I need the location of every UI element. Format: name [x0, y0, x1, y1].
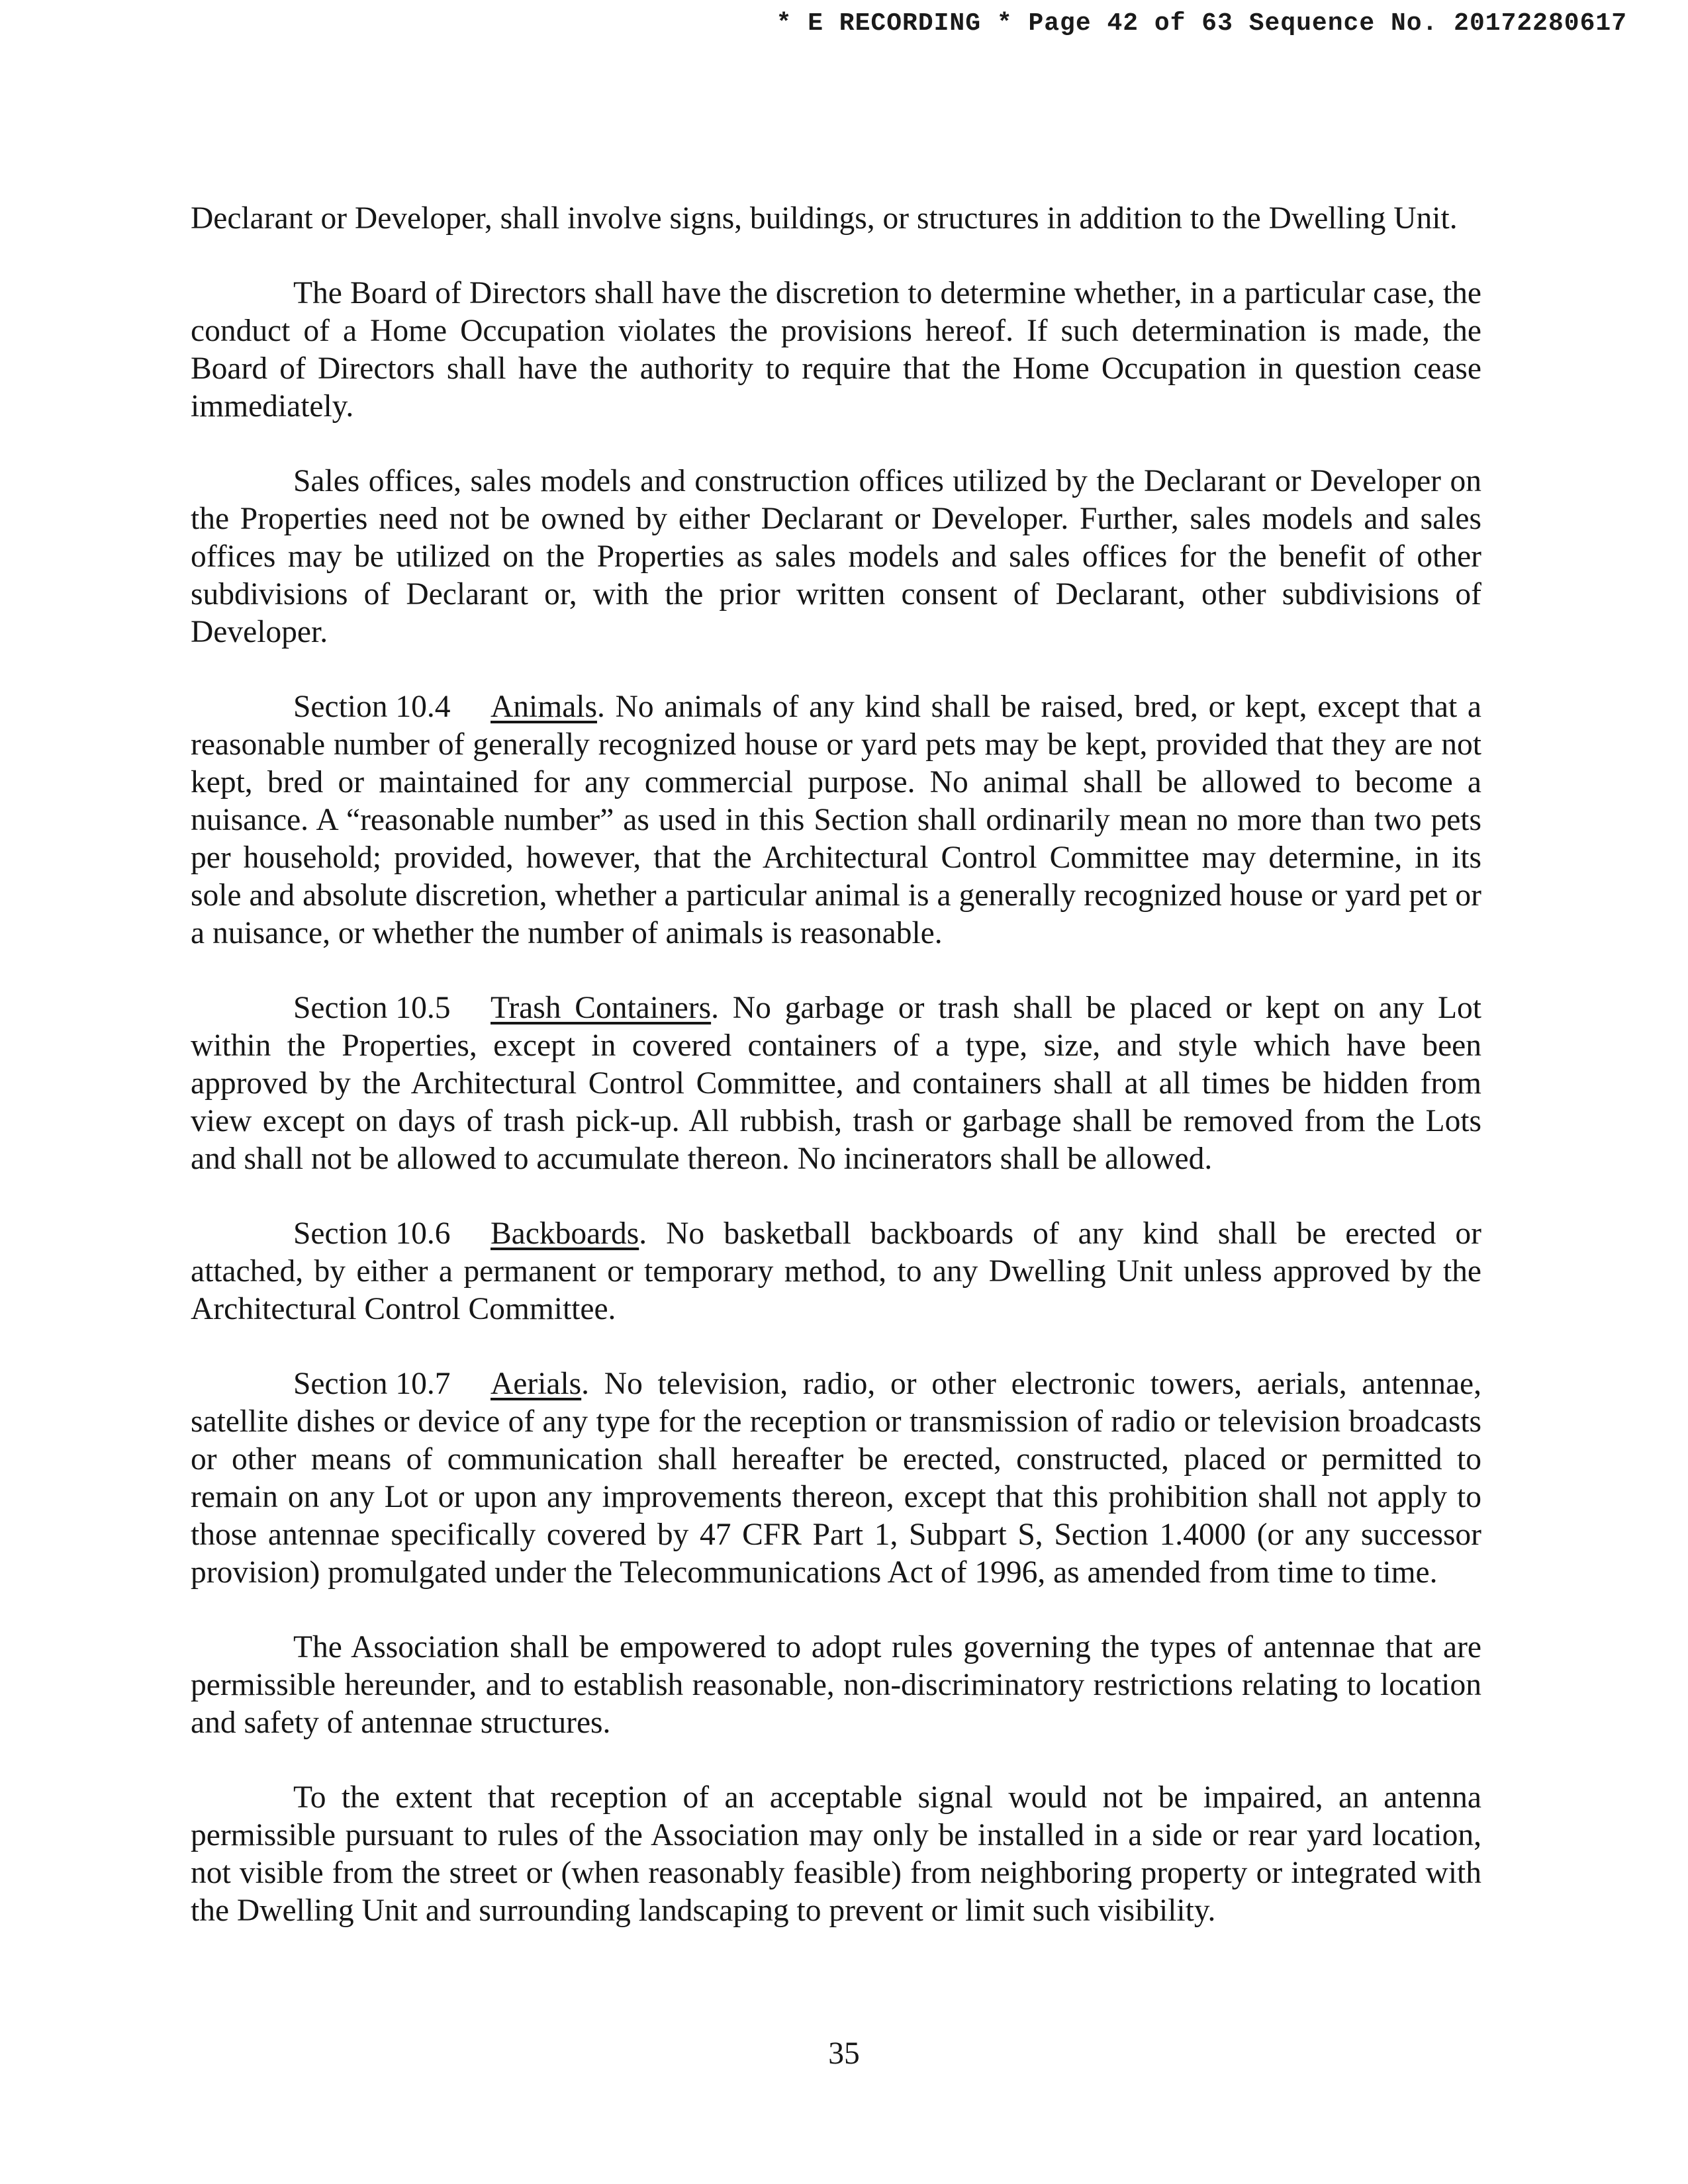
section-title: Trash Containers: [491, 991, 712, 1025]
document-body: [191, 200, 1481, 1967]
section-title: Aerials: [491, 1367, 582, 1401]
section-10-6: [191, 1215, 1481, 1328]
paragraph-sales-offices: Sales offices, sales models and construction offices utilized by the Declarant or Developer on the Properties need not be owned by either Declarant or Developer. Further, sales models and sales offices may be utilized on the Properties as sales models and sales offices for the benefit of other subdivisions of Declarant or, with the prior written consent of Declarant, other subdivisions of Developer.: [191, 464, 1481, 649]
section-10-5: [191, 989, 1481, 1178]
section-number: Section 10.4: [293, 690, 451, 724]
recording-header: * E RECORDING * Page 42 of 63 Sequence No. 20172280617: [776, 9, 1627, 38]
section-title: Backboards: [491, 1216, 639, 1251]
section-title: Animals: [491, 690, 597, 724]
section-body: . No basketball backboards of any kind shall be erected or attached, by either a permanent or temporary method, to any Dwelling Unit unless approved by the Architectural Control Committee.: [191, 1216, 1481, 1326]
section-number: Section 10.7: [293, 1367, 451, 1401]
paragraph-continuation: Declarant or Developer, shall involve signs, buildings, or structures in addition to the Dwelling Unit.: [191, 201, 1458, 236]
paragraph-antenna-location: To the extent that reception of an acceptable signal would not be impaired, an antenna permissible pursuant to rules of the Association may only be installed in a side or rear yard location, not visible from the street or (when reasonably feasible) from neighboring property or integrated with the Dwelling Unit and surrounding landscaping to prevent or limit such visibility.: [191, 1780, 1481, 1928]
section-number: Section 10.5: [293, 991, 451, 1025]
section-10-4: [191, 688, 1481, 952]
section-body: . No television, radio, or other electronic towers, aerials, antennae, satellite dishes or device of any type for the reception or transmission of radio or television broadcasts or other means of communication shall hereafter be erected, constructed, placed or permitted to remain on any Lot or upon any improvements thereon, except that this prohibition shall not apply to those antennae specifically covered by 47 CFR Part 1, Subpart S, Section 1.4000 (or any successor provision) promulgated under the Telecommunications Act of 1996, as amended from time to time.: [191, 1367, 1481, 1590]
page-number: 35: [828, 2036, 860, 2071]
paragraph-antenna-rules: The Association shall be empowered to adopt rules governing the types of antennae that are permissible hereunder, and to establish reasonable, non-discriminatory restrictions relating to location and safety of antennae structures.: [191, 1630, 1481, 1740]
paragraph-home-occupation: The Board of Directors shall have the discretion to determine whether, in a particular case, the conduct of a Home Occupation violates the provisions hereof. If such determination is made, the Board of Directors shall have the authority to require that the Home Occupation in question cease immediately.: [191, 276, 1481, 424]
section-number: Section 10.6: [293, 1216, 451, 1251]
section-body: . No garbage or trash shall be placed or kept on any Lot within the Properties, except in covered containers of a type, size, and style which have been approved by the Architectural Control Committee, and containers shall at all times be hidden from view except on days of trash pick-up. All rubbish, trash or garbage shall be removed from the Lots and shall not be allowed to accumulate thereon. No incinerators shall be allowed.: [191, 991, 1482, 1176]
section-10-7: [191, 1365, 1481, 1592]
section-body: . No animals of any kind shall be raised, bred, or kept, except that a reasonable number of generally recognized house or yard pets may be kept, provided that they are not kept, bred or maintained for any commercial purpose. No animal shall be allowed to become a nuisance. A “reasonable number” as used in this Section shall ordinarily mean no more than two pets per household; provided, however, that the Architectural Control Committee may determine, in its sole and absolute discretion, whether a particular animal is a generally recognized house or yard pet or a nuisance, or whether the number of animals is reasonable.: [191, 690, 1481, 950]
